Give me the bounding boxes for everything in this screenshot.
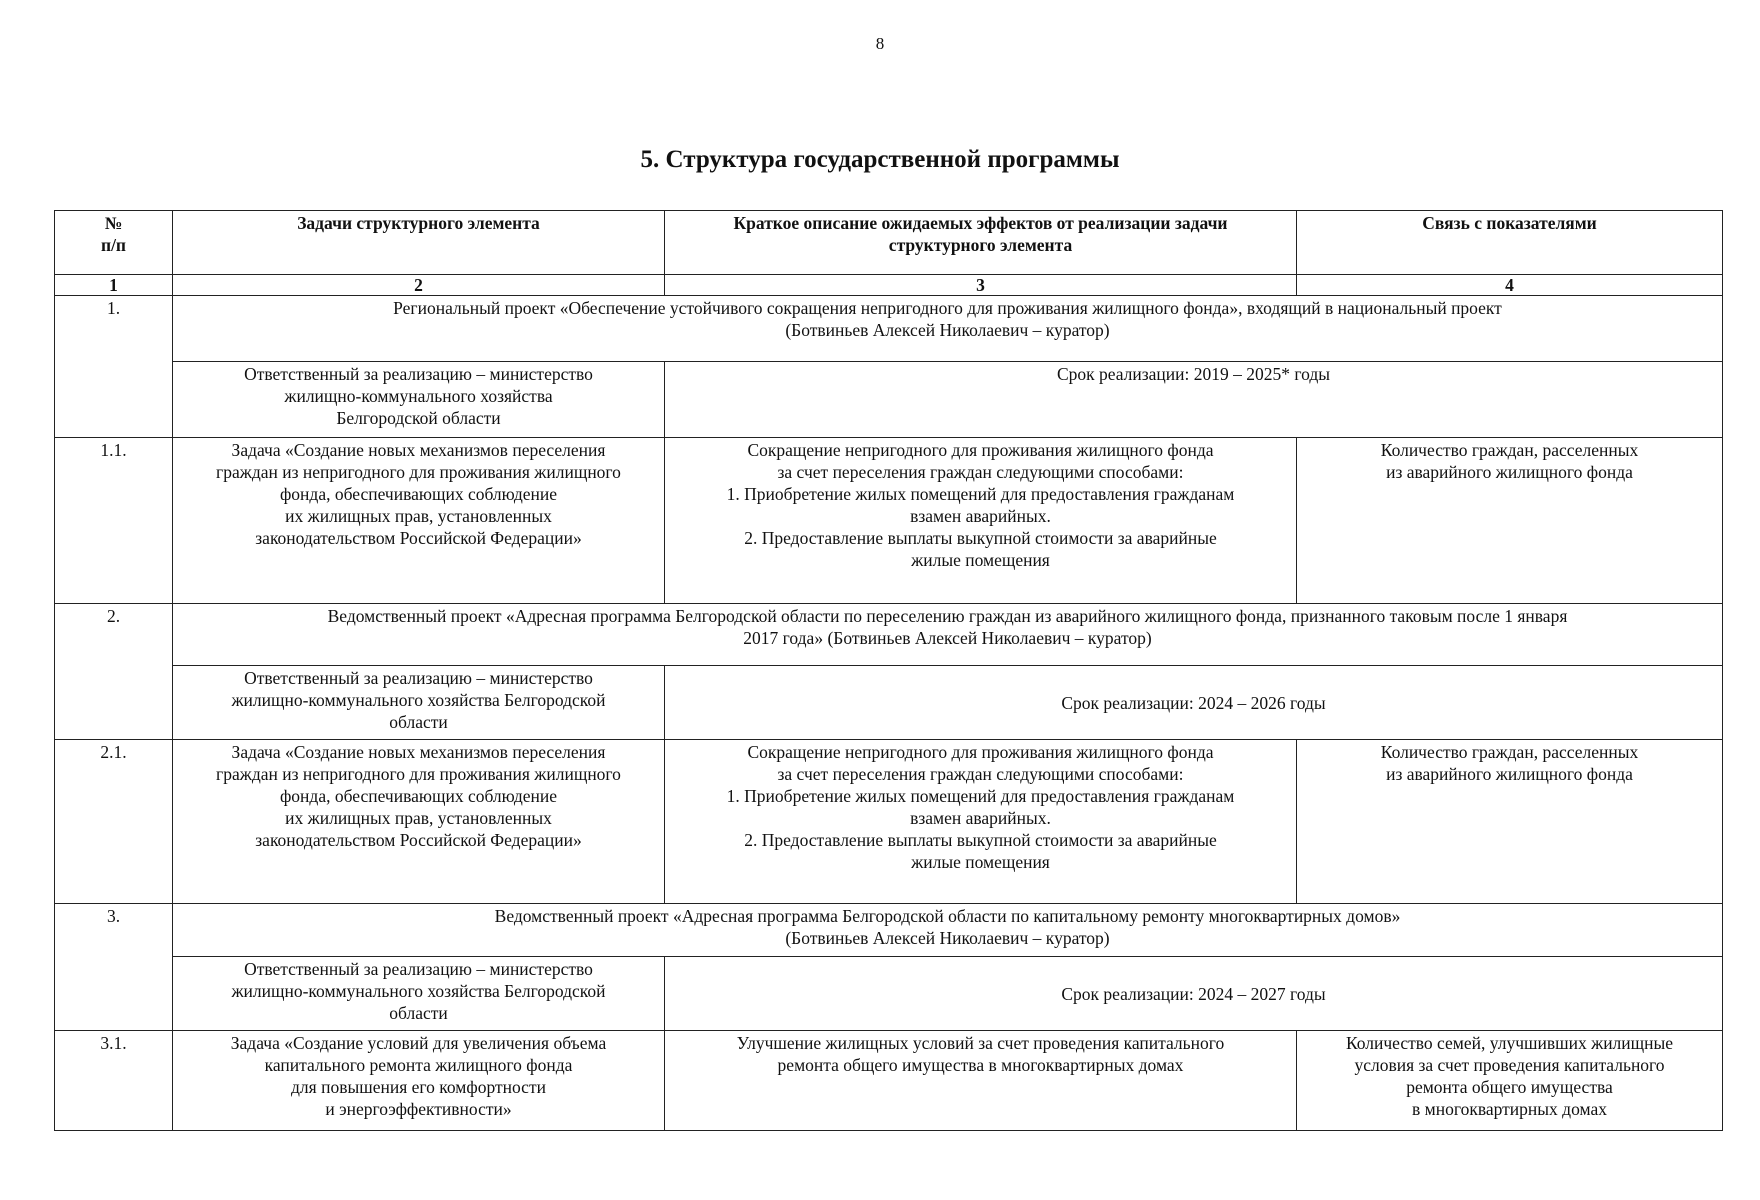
responsible-cell: Ответственный за реализацию – министерство жилищно-коммунального хозяйства Белгородской области [173, 362, 665, 438]
effects-cell: Улучшение жилищных условий за счет проведения капитального ремонта общего имущества в многоквартирных домах [665, 1031, 1297, 1131]
project-row [55, 296, 1723, 362]
responsible-cell: Ответственный за реализацию – министерство жилищно-коммунального хозяйства Белгородской области [173, 666, 665, 740]
section-number: 1. [55, 296, 173, 438]
task-row [55, 438, 1723, 604]
indicators-cell: Количество семей, улучшивших жилищные условия за счет проведения капитального ремонта общего имущества в многоквартирных домах [1297, 1031, 1723, 1131]
responsible-row [55, 666, 1723, 740]
project-title: Ведомственный проект «Адресная программа Белгородской области по переселению граждан из аварийного жилищного фонда, признанного таковым после 1 января 2017 года» (Ботвиньев Алексей Николаевич – куратор) [173, 604, 1723, 666]
term-cell: Срок реализации: 2024 – 2027 годы [665, 957, 1723, 1031]
task-cell: Задача «Создание новых механизмов переселения граждан из непригодного для проживания жилищного фонда, обеспечивающих соблюдение их жилищных прав, установленных законодательством Российской Федерации» [173, 438, 665, 604]
column-number: 2 [173, 275, 665, 296]
project-title: Региональный проект «Обеспечение устойчивого сокращения непригодного для проживания жилищного фонда», входящий в национальный проект (Ботвиньев Алексей Николаевич – куратор) [173, 296, 1723, 362]
responsible-row [55, 362, 1723, 438]
task-number: 2.1. [55, 740, 173, 904]
effects-cell: Сокращение непригодного для проживания жилищного фонда за счет переселения граждан следующими способами: 1. Приобретение жилых помещений для предоставления гражданам взамен аварийных. 2. Предоставление выплаты выкупной стоимости за аварийные жилые помещения [665, 740, 1297, 904]
column-numbers-row [55, 275, 1723, 296]
project-title: Ведомственный проект «Адресная программа Белгородской области по капитальному ремонту многоквартирных домов» (Ботвиньев Алексей Николаевич – куратор) [173, 904, 1723, 957]
responsible-row [55, 957, 1723, 1031]
task-number: 1.1. [55, 438, 173, 604]
column-number: 1 [55, 275, 173, 296]
column-number: 3 [665, 275, 1297, 296]
header-tasks: Задачи структурного элемента [173, 211, 665, 275]
term-cell: Срок реализации: 2024 – 2026 годы [665, 666, 1723, 740]
program-structure-table [54, 210, 1723, 1131]
section-number: 2. [55, 604, 173, 740]
project-row [55, 604, 1723, 666]
task-number: 3.1. [55, 1031, 173, 1131]
task-cell: Задача «Создание условий для увеличения объема капитального ремонта жилищного фонда для повышения его комфортности и энергоэффективности» [173, 1031, 665, 1131]
header-number: № п/п [55, 211, 173, 275]
page-number: 8 [875, 34, 885, 53]
table-header-row [55, 211, 1723, 275]
indicators-cell: Количество граждан, расселенных из аварийного жилищного фонда [1297, 740, 1723, 904]
effects-cell: Сокращение непригодного для проживания жилищного фонда за счет переселения граждан следующими способами: 1. Приобретение жилых помещений для предоставления гражданам взамен аварийных. 2. Предоставление выплаты выкупной стоимости за аварийные жилые помещения [665, 438, 1297, 604]
responsible-cell: Ответственный за реализацию – министерство жилищно-коммунального хозяйства Белгородской области [173, 957, 665, 1031]
column-number: 4 [1297, 275, 1723, 296]
task-cell: Задача «Создание новых механизмов переселения граждан из непригодного для проживания жилищного фонда, обеспечивающих соблюдение их жилищных прав, установленных законодательством Российской Федерации» [173, 740, 665, 904]
project-row [55, 904, 1723, 957]
page-title: 5. Структура государственной программы [640, 146, 1120, 173]
term-cell: Срок реализации: 2019 – 2025* годы [665, 362, 1723, 438]
header-effects: Краткое описание ожидаемых эффектов от реализации задачи структурного элемента [665, 211, 1297, 275]
indicators-cell: Количество граждан, расселенных из аварийного жилищного фонда [1297, 438, 1723, 604]
task-row [55, 740, 1723, 904]
task-row [55, 1031, 1723, 1131]
section-number: 3. [55, 904, 173, 1031]
header-indicators: Связь с показателями [1297, 211, 1723, 275]
